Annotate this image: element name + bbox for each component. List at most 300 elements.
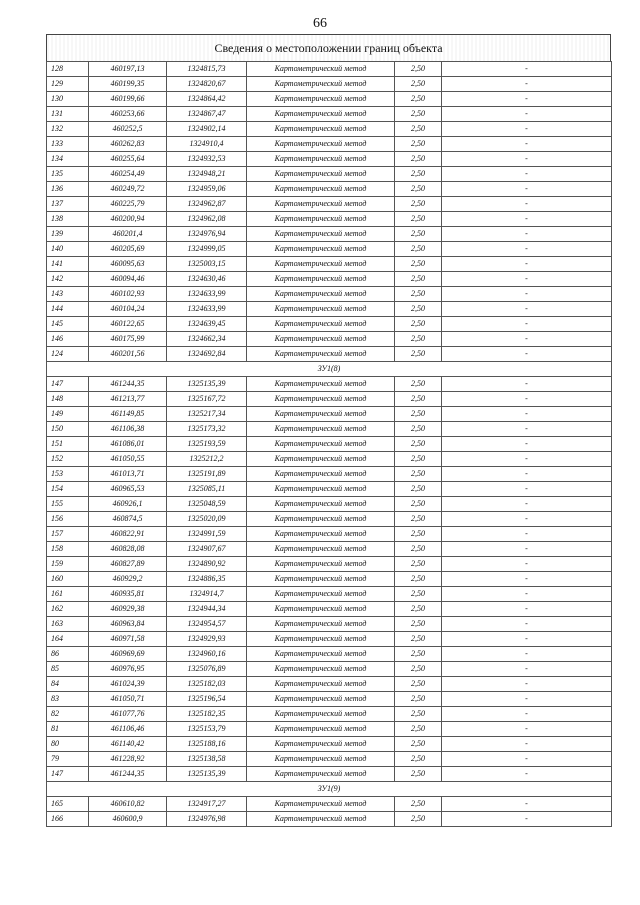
description-cell: - (442, 422, 612, 437)
point-number-cell: 159 (47, 557, 89, 572)
point-number-cell: 161 (47, 587, 89, 602)
accuracy-cell: 2,50 (395, 557, 442, 572)
y-coordinate-cell: 1325193,59 (167, 437, 247, 452)
point-number-cell: 164 (47, 632, 89, 647)
point-number-cell: 135 (47, 167, 89, 182)
table-row (47, 542, 612, 557)
method-cell: Картометрический метод (247, 407, 395, 422)
description-cell: - (442, 392, 612, 407)
accuracy-cell: 2,50 (395, 647, 442, 662)
description-cell: - (442, 692, 612, 707)
x-coordinate-cell: 460929,38 (89, 602, 167, 617)
table-row (47, 287, 612, 302)
method-cell: Картометрический метод (247, 707, 395, 722)
y-coordinate-cell: 1324960,16 (167, 647, 247, 662)
accuracy-cell: 2,50 (395, 722, 442, 737)
table-row (47, 137, 612, 152)
x-coordinate-cell: 461213,77 (89, 392, 167, 407)
table-row (47, 92, 612, 107)
table-row (47, 272, 612, 287)
description-cell: - (442, 527, 612, 542)
accuracy-cell: 2,50 (395, 407, 442, 422)
page-number: 66 (313, 16, 327, 31)
point-number-cell: 153 (47, 467, 89, 482)
method-cell: Картометрический метод (247, 332, 395, 347)
table-row (47, 242, 612, 257)
x-coordinate-cell: 460253,66 (89, 107, 167, 122)
section-header-row (47, 362, 612, 377)
accuracy-cell: 2,50 (395, 392, 442, 407)
x-coordinate-cell: 461228,92 (89, 752, 167, 767)
accuracy-cell: 2,50 (395, 812, 442, 827)
method-cell: Картометрический метод (247, 197, 395, 212)
method-cell: Картометрический метод (247, 467, 395, 482)
point-number-cell: 133 (47, 137, 89, 152)
method-cell: Картометрический метод (247, 527, 395, 542)
table-row (47, 797, 612, 812)
description-cell: - (442, 137, 612, 152)
method-cell: Картометрический метод (247, 167, 395, 182)
x-coordinate-cell: 460822,91 (89, 527, 167, 542)
description-cell: - (442, 317, 612, 332)
description-cell: - (442, 77, 612, 92)
table-row (47, 422, 612, 437)
method-cell: Картометрический метод (247, 602, 395, 617)
method-cell: Картометрический метод (247, 92, 395, 107)
y-coordinate-cell: 1324932,53 (167, 152, 247, 167)
table-row (47, 617, 612, 632)
x-coordinate-cell: 460102,93 (89, 287, 167, 302)
accuracy-cell: 2,50 (395, 182, 442, 197)
section-label: ЗУ1(8) (47, 362, 612, 377)
x-coordinate-cell: 460104,24 (89, 302, 167, 317)
y-coordinate-cell: 1325173,32 (167, 422, 247, 437)
description-cell: - (442, 62, 612, 77)
point-number-cell: 140 (47, 242, 89, 257)
x-coordinate-cell: 460255,64 (89, 152, 167, 167)
section-header-row (47, 782, 612, 797)
description-cell: - (442, 437, 612, 452)
description-cell: - (442, 647, 612, 662)
method-cell: Картометрический метод (247, 77, 395, 92)
x-coordinate-cell: 460197,13 (89, 62, 167, 77)
method-cell: Картометрический метод (247, 662, 395, 677)
table-row (47, 692, 612, 707)
method-cell: Картометрический метод (247, 677, 395, 692)
description-cell: - (442, 482, 612, 497)
point-number-cell: 136 (47, 182, 89, 197)
y-coordinate-cell: 1324962,87 (167, 197, 247, 212)
description-cell: - (442, 452, 612, 467)
y-coordinate-cell: 1324976,94 (167, 227, 247, 242)
point-number-cell: 143 (47, 287, 89, 302)
y-coordinate-cell: 1325191,89 (167, 467, 247, 482)
point-number-cell: 145 (47, 317, 89, 332)
x-coordinate-cell: 460874,5 (89, 512, 167, 527)
coordinates-sheet (46, 34, 611, 827)
point-number-cell: 160 (47, 572, 89, 587)
table-row (47, 227, 612, 242)
point-number-cell: 139 (47, 227, 89, 242)
table-row (47, 167, 612, 182)
method-cell: Картометрический метод (247, 752, 395, 767)
y-coordinate-cell: 1325182,03 (167, 677, 247, 692)
x-coordinate-cell: 460600,9 (89, 812, 167, 827)
y-coordinate-cell: 1324917,27 (167, 797, 247, 812)
method-cell: Картометрический метод (247, 272, 395, 287)
x-coordinate-cell: 460201,56 (89, 347, 167, 362)
point-number-cell: 155 (47, 497, 89, 512)
description-cell: - (442, 92, 612, 107)
point-number-cell: 128 (47, 62, 89, 77)
accuracy-cell: 2,50 (395, 617, 442, 632)
table-row (47, 107, 612, 122)
accuracy-cell: 2,50 (395, 167, 442, 182)
table-row (47, 317, 612, 332)
point-number-cell: 138 (47, 212, 89, 227)
y-coordinate-cell: 1325196,54 (167, 692, 247, 707)
table-row (47, 212, 612, 227)
point-number-cell: 85 (47, 662, 89, 677)
table-row (47, 197, 612, 212)
point-number-cell: 144 (47, 302, 89, 317)
y-coordinate-cell: 1325135,39 (167, 767, 247, 782)
y-coordinate-cell: 1324886,35 (167, 572, 247, 587)
y-coordinate-cell: 1324948,21 (167, 167, 247, 182)
accuracy-cell: 2,50 (395, 482, 442, 497)
table-row (47, 482, 612, 497)
table-row (47, 662, 612, 677)
y-coordinate-cell: 1324954,57 (167, 617, 247, 632)
y-coordinate-cell: 1325020,09 (167, 512, 247, 527)
description-cell: - (442, 122, 612, 137)
y-coordinate-cell: 1325048,59 (167, 497, 247, 512)
method-cell: Картометрический метод (247, 632, 395, 647)
table-row (47, 257, 612, 272)
x-coordinate-cell: 460201,4 (89, 227, 167, 242)
x-coordinate-cell: 460175,99 (89, 332, 167, 347)
accuracy-cell: 2,50 (395, 677, 442, 692)
description-cell: - (442, 767, 612, 782)
point-number-cell: 131 (47, 107, 89, 122)
x-coordinate-cell: 460199,35 (89, 77, 167, 92)
y-coordinate-cell: 1325138,58 (167, 752, 247, 767)
point-number-cell: 147 (47, 767, 89, 782)
y-coordinate-cell: 1325003,15 (167, 257, 247, 272)
table-row (47, 707, 612, 722)
point-number-cell: 148 (47, 392, 89, 407)
description-cell: - (442, 812, 612, 827)
accuracy-cell: 2,50 (395, 632, 442, 647)
point-number-cell: 162 (47, 602, 89, 617)
y-coordinate-cell: 1324815,73 (167, 62, 247, 77)
y-coordinate-cell: 1324630,46 (167, 272, 247, 287)
point-number-cell: 147 (47, 377, 89, 392)
x-coordinate-cell: 461086,01 (89, 437, 167, 452)
point-number-cell: 132 (47, 122, 89, 137)
accuracy-cell: 2,50 (395, 587, 442, 602)
description-cell: - (442, 197, 612, 212)
accuracy-cell: 2,50 (395, 797, 442, 812)
y-coordinate-cell: 1324914,7 (167, 587, 247, 602)
method-cell: Картометрический метод (247, 392, 395, 407)
table-row (47, 812, 612, 827)
description-cell: - (442, 347, 612, 362)
method-cell: Картометрический метод (247, 182, 395, 197)
method-cell: Картометрический метод (247, 227, 395, 242)
description-cell: - (442, 227, 612, 242)
table-row (47, 572, 612, 587)
point-number-cell: 151 (47, 437, 89, 452)
point-number-cell: 150 (47, 422, 89, 437)
accuracy-cell: 2,50 (395, 707, 442, 722)
point-number-cell: 166 (47, 812, 89, 827)
point-number-cell: 81 (47, 722, 89, 737)
description-cell: - (442, 587, 612, 602)
method-cell: Картометрический метод (247, 62, 395, 77)
description-cell: - (442, 272, 612, 287)
y-coordinate-cell: 1324633,99 (167, 302, 247, 317)
description-cell: - (442, 632, 612, 647)
point-number-cell: 158 (47, 542, 89, 557)
point-number-cell: 130 (47, 92, 89, 107)
accuracy-cell: 2,50 (395, 197, 442, 212)
y-coordinate-cell: 1324991,59 (167, 527, 247, 542)
y-coordinate-cell: 1324662,34 (167, 332, 247, 347)
table-row (47, 62, 612, 77)
description-cell: - (442, 542, 612, 557)
method-cell: Картометрический метод (247, 722, 395, 737)
method-cell: Картометрический метод (247, 152, 395, 167)
table-row (47, 767, 612, 782)
description-cell: - (442, 512, 612, 527)
method-cell: Картометрический метод (247, 212, 395, 227)
y-coordinate-cell: 1325153,79 (167, 722, 247, 737)
y-coordinate-cell: 1324959,06 (167, 182, 247, 197)
y-coordinate-cell: 1324639,45 (167, 317, 247, 332)
method-cell: Картометрический метод (247, 737, 395, 752)
x-coordinate-cell: 460926,1 (89, 497, 167, 512)
x-coordinate-cell: 460205,69 (89, 242, 167, 257)
description-cell: - (442, 332, 612, 347)
y-coordinate-cell: 1324962,08 (167, 212, 247, 227)
x-coordinate-cell: 461244,35 (89, 767, 167, 782)
description-cell: - (442, 572, 612, 587)
accuracy-cell: 2,50 (395, 317, 442, 332)
table-row (47, 647, 612, 662)
accuracy-cell: 2,50 (395, 257, 442, 272)
method-cell: Картометрический метод (247, 512, 395, 527)
method-cell: Картометрический метод (247, 692, 395, 707)
point-number-cell: 124 (47, 347, 89, 362)
accuracy-cell: 2,50 (395, 377, 442, 392)
description-cell: - (442, 407, 612, 422)
method-cell: Картометрический метод (247, 797, 395, 812)
y-coordinate-cell: 1325167,72 (167, 392, 247, 407)
description-cell: - (442, 182, 612, 197)
accuracy-cell: 2,50 (395, 437, 442, 452)
method-cell: Картометрический метод (247, 767, 395, 782)
accuracy-cell: 2,50 (395, 452, 442, 467)
point-number-cell: 163 (47, 617, 89, 632)
method-cell: Картометрический метод (247, 287, 395, 302)
x-coordinate-cell: 460200,94 (89, 212, 167, 227)
point-number-cell: 83 (47, 692, 89, 707)
x-coordinate-cell: 461106,38 (89, 422, 167, 437)
y-coordinate-cell: 1324633,99 (167, 287, 247, 302)
y-coordinate-cell: 1325217,34 (167, 407, 247, 422)
table-row (47, 302, 612, 317)
table-row (47, 152, 612, 167)
x-coordinate-cell: 461077,76 (89, 707, 167, 722)
method-cell: Картометрический метод (247, 542, 395, 557)
y-coordinate-cell: 1324929,93 (167, 632, 247, 647)
accuracy-cell: 2,50 (395, 527, 442, 542)
description-cell: - (442, 707, 612, 722)
y-coordinate-cell: 1324692,84 (167, 347, 247, 362)
table-row (47, 392, 612, 407)
x-coordinate-cell: 460971,58 (89, 632, 167, 647)
table-row (47, 377, 612, 392)
x-coordinate-cell: 460122,65 (89, 317, 167, 332)
x-coordinate-cell: 461140,42 (89, 737, 167, 752)
y-coordinate-cell: 1325085,11 (167, 482, 247, 497)
x-coordinate-cell: 461013,71 (89, 467, 167, 482)
method-cell: Картометрический метод (247, 422, 395, 437)
table-row (47, 722, 612, 737)
table-row (47, 512, 612, 527)
point-number-cell: 82 (47, 707, 89, 722)
point-number-cell: 165 (47, 797, 89, 812)
x-coordinate-cell: 461244,35 (89, 377, 167, 392)
x-coordinate-cell: 461050,55 (89, 452, 167, 467)
accuracy-cell: 2,50 (395, 752, 442, 767)
accuracy-cell: 2,50 (395, 302, 442, 317)
description-cell: - (442, 152, 612, 167)
table-row (47, 332, 612, 347)
method-cell: Картометрический метод (247, 497, 395, 512)
description-cell: - (442, 212, 612, 227)
description-cell: - (442, 617, 612, 632)
point-number-cell: 80 (47, 737, 89, 752)
method-cell: Картометрический метод (247, 347, 395, 362)
method-cell: Картометрический метод (247, 242, 395, 257)
point-number-cell: 154 (47, 482, 89, 497)
y-coordinate-cell: 1324910,4 (167, 137, 247, 152)
accuracy-cell: 2,50 (395, 227, 442, 242)
accuracy-cell: 2,50 (395, 767, 442, 782)
table-title: Сведения о местоположении границ объекта (46, 34, 611, 61)
table-body (47, 62, 612, 827)
description-cell: - (442, 662, 612, 677)
table-row (47, 452, 612, 467)
point-number-cell: 156 (47, 512, 89, 527)
table-row (47, 557, 612, 572)
description-cell: - (442, 797, 612, 812)
method-cell: Картометрический метод (247, 587, 395, 602)
point-number-cell: 142 (47, 272, 89, 287)
method-cell: Картометрический метод (247, 647, 395, 662)
accuracy-cell: 2,50 (395, 737, 442, 752)
description-cell: - (442, 107, 612, 122)
accuracy-cell: 2,50 (395, 92, 442, 107)
point-number-cell: 157 (47, 527, 89, 542)
x-coordinate-cell: 460827,89 (89, 557, 167, 572)
point-number-cell: 86 (47, 647, 89, 662)
table-row (47, 467, 612, 482)
table-row (47, 437, 612, 452)
description-cell: - (442, 722, 612, 737)
accuracy-cell: 2,50 (395, 137, 442, 152)
description-cell: - (442, 752, 612, 767)
table-row (47, 347, 612, 362)
table-row (47, 77, 612, 92)
point-number-cell: 152 (47, 452, 89, 467)
method-cell: Картометрический метод (247, 137, 395, 152)
accuracy-cell: 2,50 (395, 422, 442, 437)
method-cell: Картометрический метод (247, 377, 395, 392)
method-cell: Картометрический метод (247, 302, 395, 317)
point-number-cell: 141 (47, 257, 89, 272)
table-row (47, 602, 612, 617)
x-coordinate-cell: 460828,08 (89, 542, 167, 557)
y-coordinate-cell: 1324944,34 (167, 602, 247, 617)
boundary-coordinates-table (46, 61, 612, 827)
point-number-cell: 84 (47, 677, 89, 692)
x-coordinate-cell: 460965,53 (89, 482, 167, 497)
method-cell: Картометрический метод (247, 107, 395, 122)
y-coordinate-cell: 1324890,92 (167, 557, 247, 572)
table-row (47, 182, 612, 197)
table-row (47, 497, 612, 512)
y-coordinate-cell: 1324820,67 (167, 77, 247, 92)
x-coordinate-cell: 461106,46 (89, 722, 167, 737)
description-cell: - (442, 377, 612, 392)
x-coordinate-cell: 460199,66 (89, 92, 167, 107)
description-cell: - (442, 287, 612, 302)
x-coordinate-cell: 460252,5 (89, 122, 167, 137)
x-coordinate-cell: 460094,46 (89, 272, 167, 287)
y-coordinate-cell: 1324907,67 (167, 542, 247, 557)
y-coordinate-cell: 1324976,98 (167, 812, 247, 827)
section-label: ЗУ1(9) (47, 782, 612, 797)
method-cell: Картометрический метод (247, 617, 395, 632)
accuracy-cell: 2,50 (395, 662, 442, 677)
x-coordinate-cell: 460610,82 (89, 797, 167, 812)
accuracy-cell: 2,50 (395, 152, 442, 167)
table-row (47, 122, 612, 137)
description-cell: - (442, 497, 612, 512)
accuracy-cell: 2,50 (395, 572, 442, 587)
point-number-cell: 146 (47, 332, 89, 347)
point-number-cell: 79 (47, 752, 89, 767)
description-cell: - (442, 242, 612, 257)
method-cell: Картометрический метод (247, 452, 395, 467)
accuracy-cell: 2,50 (395, 122, 442, 137)
accuracy-cell: 2,50 (395, 497, 442, 512)
x-coordinate-cell: 460249,72 (89, 182, 167, 197)
accuracy-cell: 2,50 (395, 287, 442, 302)
y-coordinate-cell: 1325182,35 (167, 707, 247, 722)
x-coordinate-cell: 460963,84 (89, 617, 167, 632)
accuracy-cell: 2,50 (395, 242, 442, 257)
x-coordinate-cell: 460976,95 (89, 662, 167, 677)
description-cell: - (442, 677, 612, 692)
y-coordinate-cell: 1324999,05 (167, 242, 247, 257)
point-number-cell: 149 (47, 407, 89, 422)
description-cell: - (442, 167, 612, 182)
accuracy-cell: 2,50 (395, 512, 442, 527)
